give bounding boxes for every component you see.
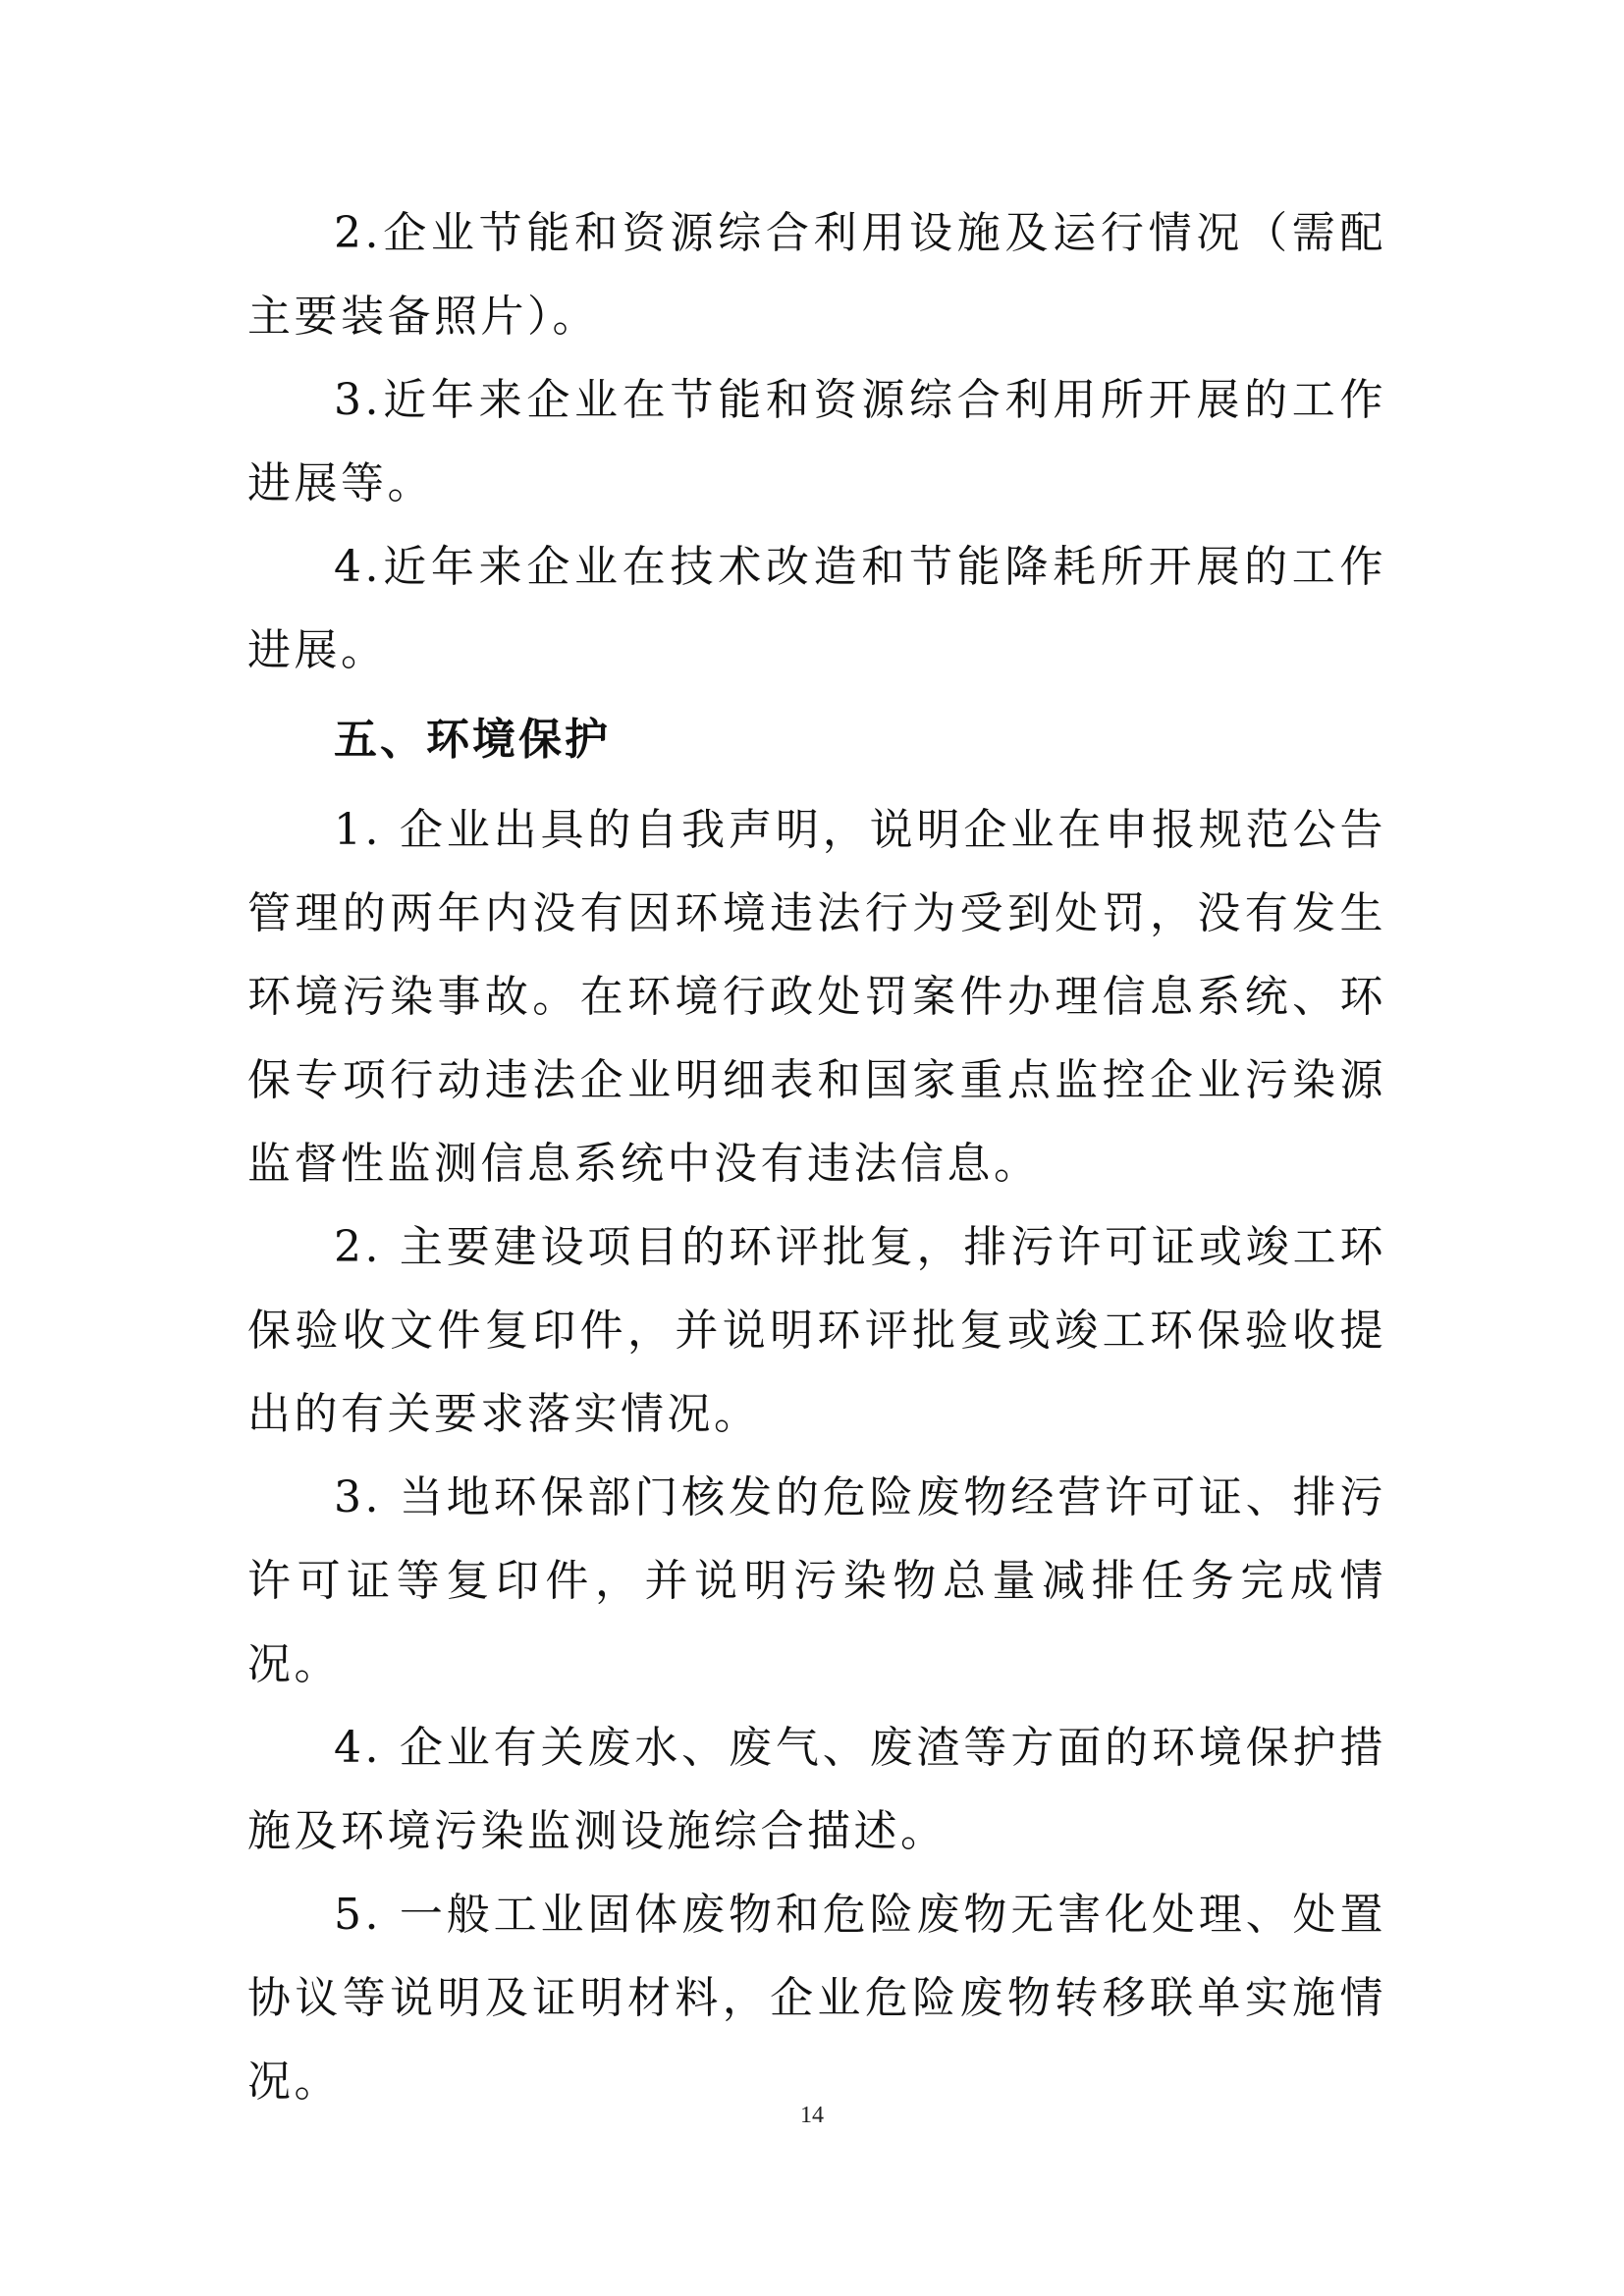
env-paragraph-5: 5. 一般工业固体废物和危险废物无害化处理、处置协议等说明及证明材料，企业危险废物转移联单实施情况。 — [247, 1890, 1386, 2107]
env-paragraph-2: 2. 主要建设项目的环评批复，排污许可证或竣工环保验收文件复印件，并说明环评批复或竣工环保验收提出的有关要求落实情况。 — [247, 1222, 1386, 1439]
paragraph-item-4: 4.近年来企业在技术改造和节能降耗所开展的工作进展。 — [247, 542, 1386, 675]
section-heading-environment: 五、环境保护 — [334, 715, 611, 765]
env-paragraph-4: 4. 企业有关废水、废气、废渣等方面的环境保护措施及环境污染监测设施综合描述。 — [247, 1723, 1386, 1856]
document-body — [247, 191, 1386, 2123]
env-paragraph-1: 1. 企业出具的自我声明，说明企业在申报规范公告管理的两年内没有因环境违法行为受到处罚，没有发生环境污染事故。在环境行政处罚案件办理信息系统、环保专项行动违法企业明细表和国家重点监控企业污染源监督性监测信息系统中没有违法信息。 — [247, 805, 1386, 1189]
env-paragraph-3: 3. 当地环保部门核发的危险废物经营许可证、排污许可证等复印件，并说明污染物总量减排任务完成情况。 — [247, 1472, 1386, 1689]
page-number: 14 — [800, 2103, 824, 2128]
paragraph-item-3: 3.近年来企业在节能和资源综合利用所开展的工作进展等。 — [247, 375, 1386, 508]
paragraph-item-2: 2.企业节能和资源综合利用设施及运行情况（需配主要装备照片）。 — [247, 208, 1386, 342]
